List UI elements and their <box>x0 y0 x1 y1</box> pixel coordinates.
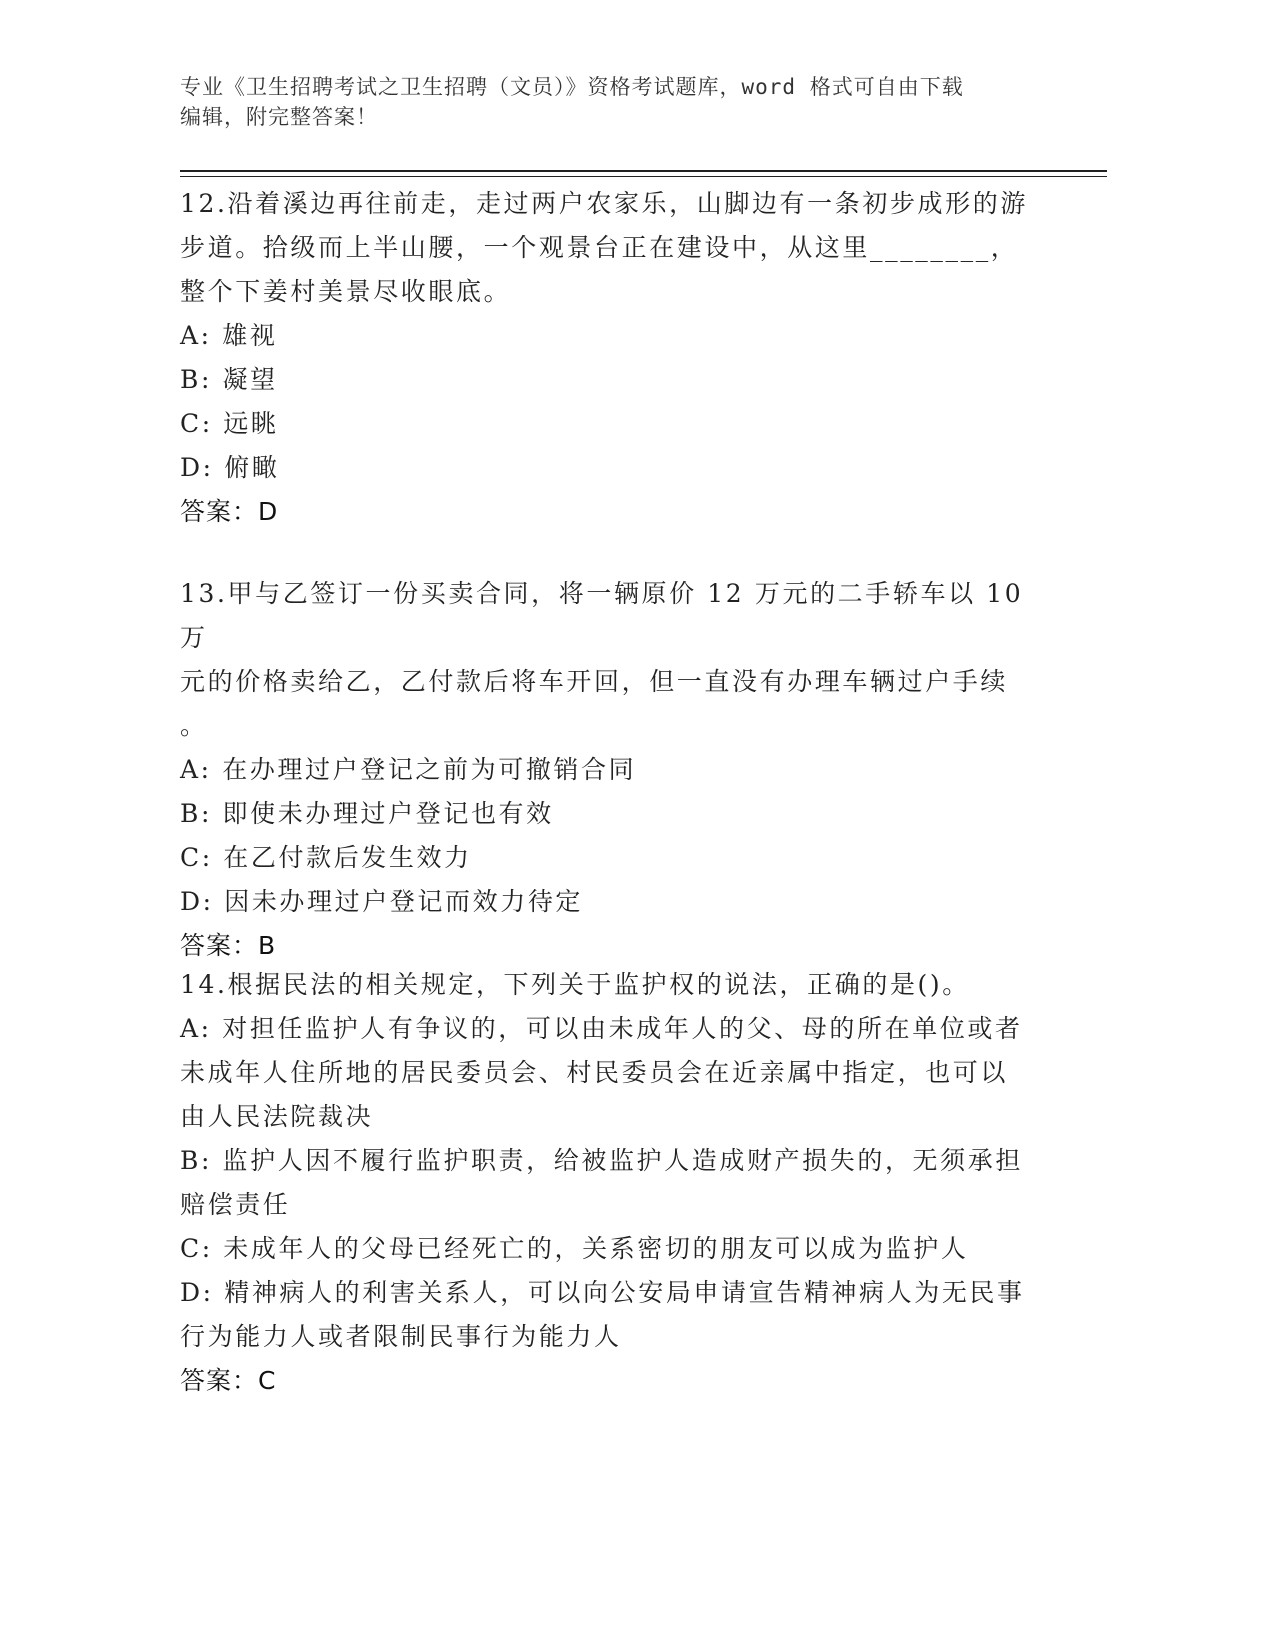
option-d-continued: 行为能力人或者限制民事行为能力人 <box>180 1322 622 1351</box>
question-stem-line: 。 <box>180 711 208 740</box>
option-c: C: 在乙付款后发生效力 <box>180 843 472 872</box>
document-header <box>180 72 1030 132</box>
option-d: D: 因未办理过户登记而效力待定 <box>180 887 584 916</box>
question-13 <box>180 572 1030 968</box>
option-b: B: 即使未办理过户登记也有效 <box>180 799 554 828</box>
option-a-continued: 未成年人住所地的居民委员会、村民委员会在近亲属中指定，也可以 <box>180 1058 1009 1087</box>
header-line-1: 专业《卫生招聘考试之卫生招聘（文员）》资格考试题库，word 格式可自由下载 <box>180 75 964 99</box>
option-d: D: 俯瞰 <box>180 453 280 482</box>
option-b-continued: 赔偿责任 <box>180 1190 291 1219</box>
answer-line: 答案：C <box>180 1366 277 1395</box>
question-14 <box>180 963 1030 1403</box>
option-c: C: 未成年人的父母已经死亡的，关系密切的朋友可以成为监护人 <box>180 1234 969 1263</box>
question-stem-line: 步道。拾级而上半山腰，一个观景台正在建设中，从这里________， <box>180 233 1019 262</box>
option-b: B: 监护人因不履行监护职责，给被监护人造成财产损失的，无须承担 <box>180 1146 1023 1175</box>
option-d: D: 精神病人的利害关系人，可以向公安局申请宣告精神病人为无民事 <box>180 1278 1025 1307</box>
answer-line: 答案：B <box>180 931 277 960</box>
question-12 <box>180 182 1030 534</box>
question-stem-line: 13.甲与乙签订一份买卖合同，将一辆原价 12 万元的二手轿车以 10 万 <box>180 579 1024 652</box>
option-a: A: 在办理过户登记之前为可撤销合同 <box>180 755 637 784</box>
option-b: B: 凝望 <box>180 365 278 394</box>
option-a: A: 对担任监护人有争议的，可以由未成年人的父、母的所在单位或者 <box>180 1014 1023 1043</box>
answer-line: 答案：D <box>180 497 279 526</box>
header-line-2: 编辑，附完整答案！ <box>180 105 378 129</box>
option-a-continued: 由人民法院裁决 <box>180 1102 374 1131</box>
header-divider-thick <box>180 170 1107 172</box>
question-stem-line: 元的价格卖给乙，乙付款后将车开回，但一直没有办理车辆过户手续 <box>180 667 1009 696</box>
question-stem-line: 14.根据民法的相关规定，下列关于监护权的说法，正确的是()。 <box>180 970 970 999</box>
question-stem-line: 12.沿着溪边再往前走，走过两户农家乐，山脚边有一条初步成形的游 <box>180 189 1028 218</box>
header-divider-thin <box>180 176 1107 177</box>
option-a: A: 雄视 <box>180 321 278 350</box>
question-stem-line: 整个下姜村美景尽收眼底。 <box>180 277 512 306</box>
option-c: C: 远眺 <box>180 409 279 438</box>
